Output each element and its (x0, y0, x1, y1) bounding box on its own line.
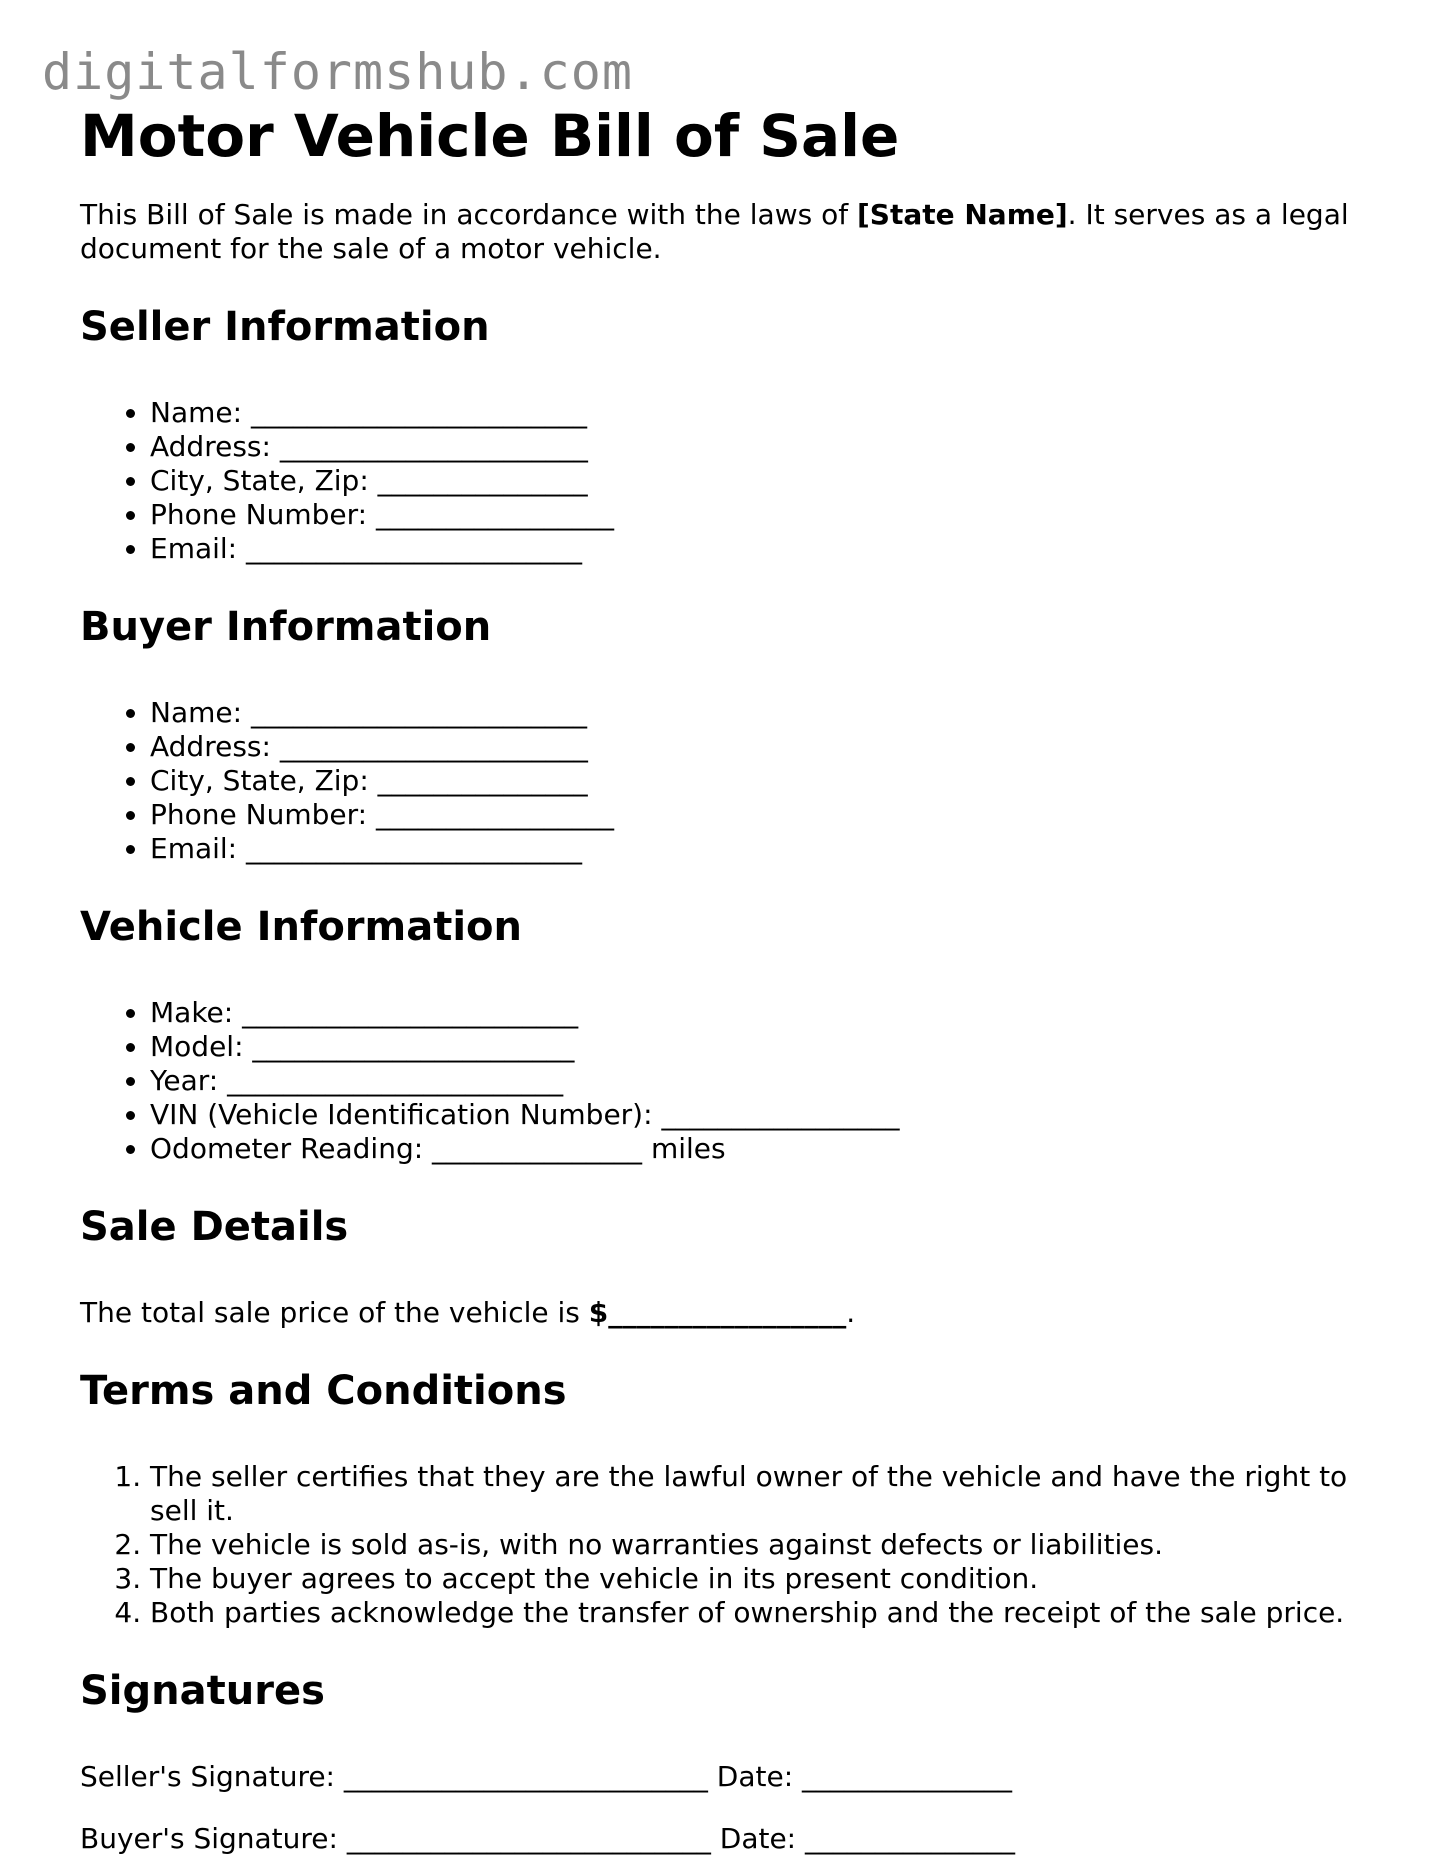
buyer-signature-line: Buyer's Signature: __________________________ Date: _______________ (80, 1822, 1016, 1855)
intro-paragraph (80, 198, 1380, 266)
sale-price-text: The total sale price of the vehicle is (80, 1296, 589, 1329)
page-title: Motor Vehicle Bill of Sale (80, 102, 900, 170)
term-item: 3. The buyer agrees to accept the vehicle in its present condition. (150, 1562, 1380, 1596)
buyer-heading: Buyer Information (80, 604, 492, 650)
vehicle-vin-field: • VIN (Vehicle Identification Number): _________________ (150, 1098, 1380, 1132)
terms-heading: Terms and Conditions (80, 1368, 567, 1414)
seller-heading: Seller Information (80, 304, 490, 350)
vehicle-odometer-field: • Odometer Reading: _______________ miles (150, 1132, 1380, 1166)
seller-signature-line: Seller's Signature: __________________________ Date: _______________ (80, 1760, 1013, 1793)
document-page (80, 96, 1380, 1856)
sale-details-heading: Sale Details (80, 1204, 349, 1250)
seller-email-field: • Email: ________________________ (150, 532, 1380, 566)
buyer-email-field: • Email: ________________________ (150, 832, 1380, 866)
intro-text-after: . It serves as a legal document for the sale of a motor vehicle. (80, 198, 1349, 265)
vehicle-make-field: • Make: ________________________ (150, 996, 1380, 1030)
watermark-text: digitalformshub.com (42, 43, 633, 101)
buyer-city-state-zip-field: • City, State, Zip: _______________ (150, 764, 1380, 798)
intro-text-before: This Bill of Sale is made in accordance with the laws of (80, 198, 857, 231)
seller-name-field: • Name: ________________________ (150, 396, 1380, 430)
sale-price-end: . (846, 1296, 856, 1329)
seller-address-field: • Address: ______________________ (150, 430, 1380, 464)
buyer-name-field: • Name: ________________________ (150, 696, 1380, 730)
term-item: 1. The seller certifies that they are the lawful owner of the vehicle and have the right to sell it. (150, 1460, 1380, 1528)
term-item: 2. The vehicle is sold as-is, with no warranties against defects or liabilities. (150, 1528, 1380, 1562)
vehicle-fields-list (80, 996, 1380, 1166)
buyer-address-field: • Address: ______________________ (150, 730, 1380, 764)
term-item: 4. Both parties acknowledge the transfer of ownership and the receipt of the sale price. (150, 1596, 1380, 1630)
sale-price-blank: $_________________ (588, 1296, 847, 1329)
seller-phone-field: • Phone Number: _________________ (150, 498, 1380, 532)
terms-list (80, 1460, 1380, 1630)
buyer-phone-field: • Phone Number: _________________ (150, 798, 1380, 832)
buyer-fields-list (80, 696, 1380, 866)
vehicle-heading: Vehicle Information (80, 904, 522, 950)
seller-fields-list (80, 396, 1380, 566)
vehicle-model-field: • Model: _______________________ (150, 1030, 1380, 1064)
state-name-placeholder: [State Name] (857, 198, 1068, 231)
vehicle-year-field: • Year: ________________________ (150, 1064, 1380, 1098)
sale-price-paragraph (80, 1296, 1380, 1330)
signatures-heading: Signatures (80, 1668, 325, 1714)
seller-city-state-zip-field: • City, State, Zip: _______________ (150, 464, 1380, 498)
